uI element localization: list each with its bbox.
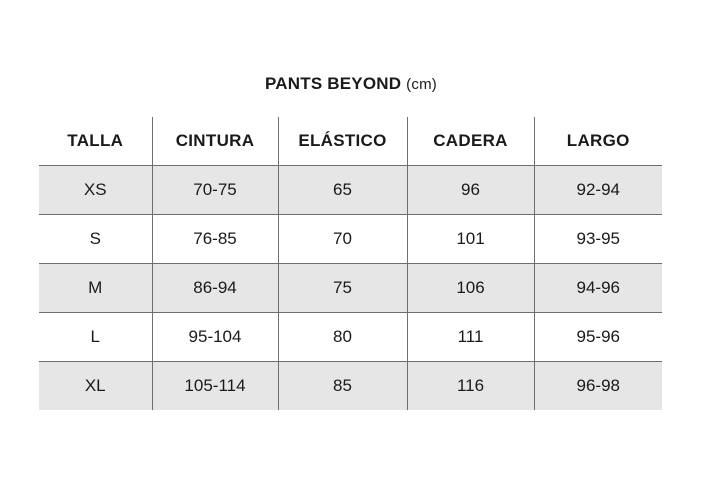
cell-talla: S: [39, 215, 152, 264]
table-row: [39, 362, 662, 411]
cell-largo: 96-98: [534, 362, 662, 411]
cell-cadera: 106: [407, 264, 534, 313]
cell-cadera: 116: [407, 362, 534, 411]
table-row: [39, 313, 662, 362]
cell-elastico: 85: [278, 362, 407, 411]
cell-cintura: 86-94: [152, 264, 278, 313]
title-main: PANTS BEYOND: [265, 74, 402, 93]
cell-cintura: 70-75: [152, 166, 278, 215]
size-table: [39, 117, 662, 410]
table-row: [39, 166, 662, 215]
table-row: [39, 215, 662, 264]
title-unit: (cm): [406, 76, 437, 93]
cell-elastico: 80: [278, 313, 407, 362]
cell-largo: 93-95: [534, 215, 662, 264]
cell-elastico: 70: [278, 215, 407, 264]
header-talla: TALLA: [39, 117, 152, 166]
header-row: [39, 117, 662, 166]
cell-cintura: 95-104: [152, 313, 278, 362]
cell-talla: XS: [39, 166, 152, 215]
chart-title: [0, 74, 702, 94]
cell-largo: 95-96: [534, 313, 662, 362]
header-elastico: ELÁSTICO: [278, 117, 407, 166]
cell-cintura: 76-85: [152, 215, 278, 264]
cell-largo: 94-96: [534, 264, 662, 313]
cell-talla: XL: [39, 362, 152, 411]
header-cintura: CINTURA: [152, 117, 278, 166]
header-cadera: CADERA: [407, 117, 534, 166]
cell-talla: L: [39, 313, 152, 362]
header-largo: LARGO: [534, 117, 662, 166]
cell-elastico: 75: [278, 264, 407, 313]
cell-elastico: 65: [278, 166, 407, 215]
cell-cadera: 111: [407, 313, 534, 362]
cell-cintura: 105-114: [152, 362, 278, 411]
cell-talla: M: [39, 264, 152, 313]
cell-cadera: 101: [407, 215, 534, 264]
cell-largo: 92-94: [534, 166, 662, 215]
cell-cadera: 96: [407, 166, 534, 215]
table-row: [39, 264, 662, 313]
